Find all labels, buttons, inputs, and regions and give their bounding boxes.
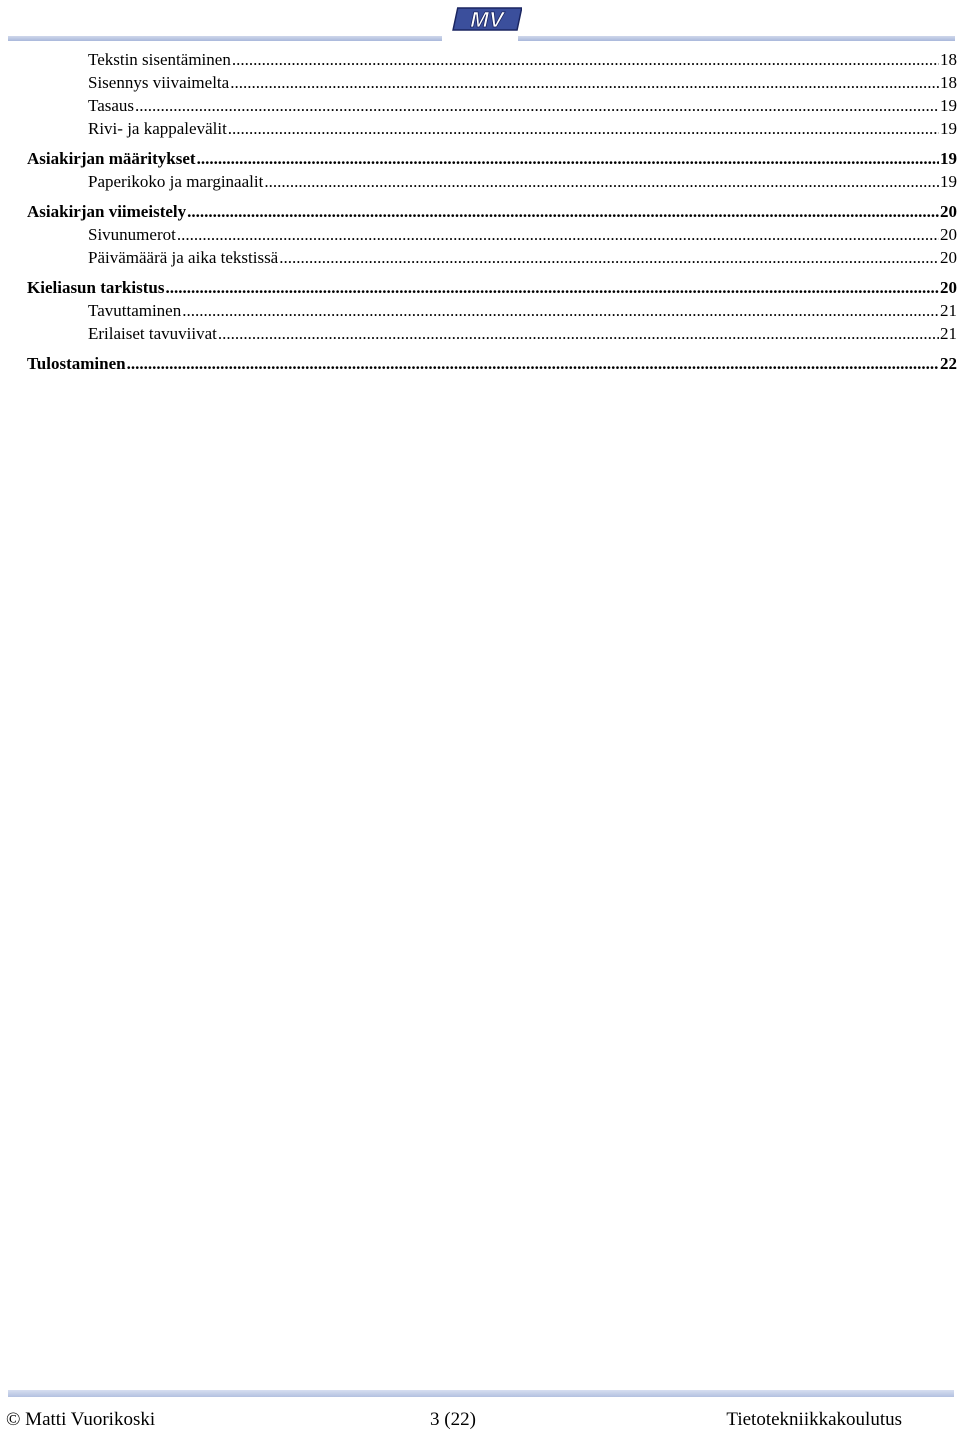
toc-entry-page: 19 xyxy=(940,96,957,115)
toc-dot-leader xyxy=(187,200,939,223)
toc-dot-leader xyxy=(232,48,939,71)
toc-entry-label: Sivunumerot xyxy=(88,225,176,244)
toc-dot-leader xyxy=(218,322,939,345)
table-of-contents xyxy=(27,48,957,375)
toc-entry-label: Erilaiset tavuviivat xyxy=(88,324,217,343)
toc-dot-leader xyxy=(182,299,939,322)
logo-text: MV xyxy=(468,7,507,32)
toc-entry-page: 22 xyxy=(940,354,957,373)
toc-entry-page: 18 xyxy=(940,73,957,92)
toc-entry[interactable] xyxy=(27,200,957,223)
toc-entry-page: 20 xyxy=(940,202,957,221)
toc-dot-leader xyxy=(197,147,939,170)
toc-dot-leader xyxy=(228,117,939,140)
toc-entry-label: Rivi- ja kappalevälit xyxy=(88,119,227,138)
toc-entry-page: 20 xyxy=(940,225,957,244)
toc-dot-leader xyxy=(127,352,939,375)
toc-entry[interactable] xyxy=(27,223,957,246)
toc-entry[interactable] xyxy=(27,276,957,299)
toc-entry-page: 19 xyxy=(940,119,957,138)
toc-entry-page: 20 xyxy=(940,248,957,267)
toc-entry-label: Paperikoko ja marginaalit xyxy=(88,172,264,191)
toc-entry-label: Asiakirjan viimeistely xyxy=(27,202,187,221)
toc-entry-page: 19 xyxy=(940,172,957,191)
toc-entry[interactable] xyxy=(27,246,957,269)
toc-entry-label: Sisennys viivaimelta xyxy=(88,73,230,92)
footer-organization: Tietotekniikkakoulutus xyxy=(726,1409,902,1430)
toc-entry-page: 21 xyxy=(940,301,957,320)
toc-dot-leader xyxy=(177,223,939,246)
toc-entry[interactable] xyxy=(27,48,957,71)
footer xyxy=(0,1408,960,1432)
toc-entry[interactable] xyxy=(27,299,957,322)
footer-rule xyxy=(8,1390,954,1397)
toc-dot-leader xyxy=(279,246,939,269)
toc-entry-label: Päivämäärä ja aika tekstissä xyxy=(88,248,279,267)
toc-dot-leader xyxy=(135,94,939,117)
toc-entry-label: Kieliasun tarkistus xyxy=(27,278,165,297)
toc-dot-leader xyxy=(264,170,939,193)
header-rule-right xyxy=(518,36,955,41)
toc-entry[interactable] xyxy=(27,170,957,193)
toc-entry-label: Tasaus xyxy=(88,96,135,115)
toc-entry[interactable] xyxy=(27,71,957,94)
toc-entry[interactable] xyxy=(27,94,957,117)
toc-entry-page: 21 xyxy=(940,324,957,343)
toc-dot-leader xyxy=(230,71,939,94)
toc-dot-leader xyxy=(165,276,939,299)
toc-entry-label: Tavuttaminen xyxy=(88,301,182,320)
toc-entry-label: Asiakirjan määritykset xyxy=(27,149,196,168)
toc-entry[interactable] xyxy=(27,322,957,345)
toc-entry-page: 18 xyxy=(940,50,957,69)
toc-entry[interactable] xyxy=(27,117,957,140)
footer-author: © Matti Vuorikoski xyxy=(6,1409,156,1430)
footer-page-number: 3 (22) xyxy=(430,1409,476,1430)
toc-entry-page: 20 xyxy=(940,278,957,297)
toc-entry-label: Tekstin sisentäminen xyxy=(88,50,231,69)
toc-entry-label: Tulostaminen xyxy=(27,354,126,373)
toc-entry[interactable] xyxy=(27,147,957,170)
toc-entry[interactable] xyxy=(27,352,957,375)
header-rule-left xyxy=(8,36,442,41)
toc-entry-page: 19 xyxy=(940,149,957,168)
mv-logo xyxy=(448,2,522,36)
